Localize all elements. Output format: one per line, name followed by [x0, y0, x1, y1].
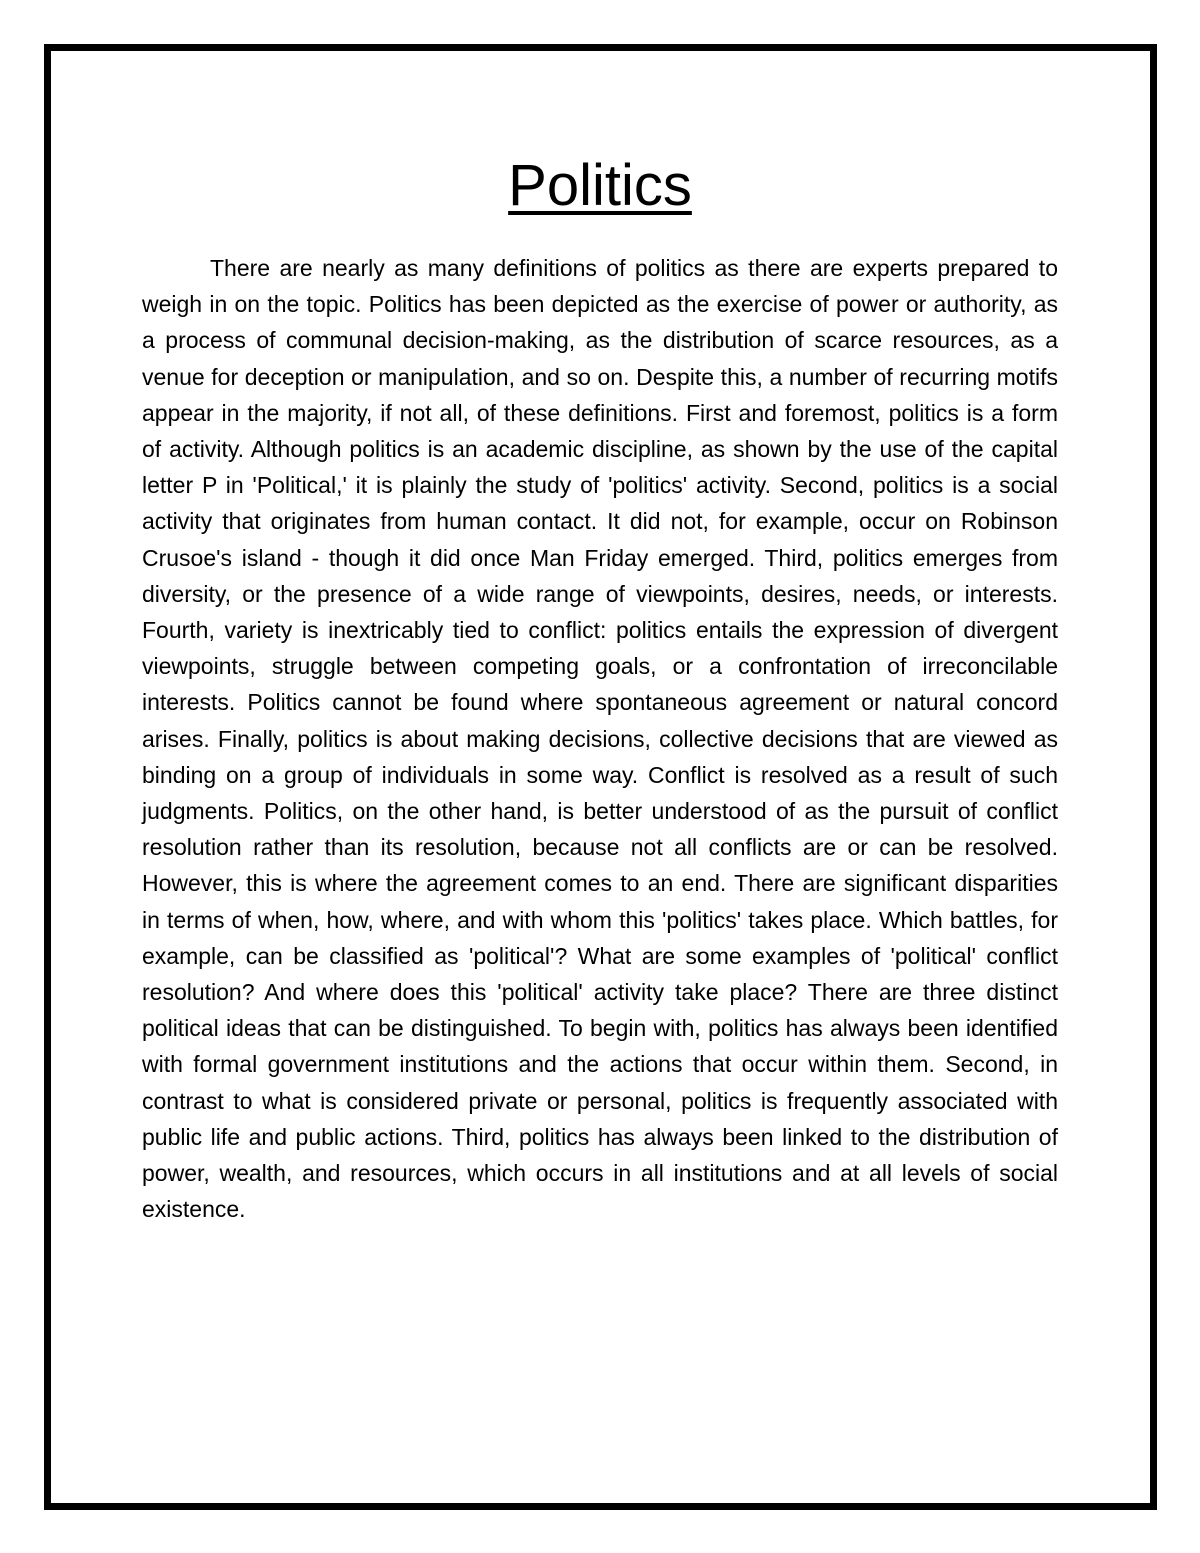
- document-title: Politics: [508, 153, 692, 218]
- document-body-paragraph: There are nearly as many definitions of politics as there are experts prepared to weigh in on the topic. Politics has been depicted as the exercise of power or authority, as a process of communal decision-making, as the distribution of scarce resources, as a venue for deception or manipulation, and so on. Despite this, a number of recurring motifs appear in the majority, if not all, of these definitions. First and foremost, politics is a form of activity. Although politics is an academic discipline, as shown by the use of the capital letter P in 'Political,' it is plainly the study of 'politics' activity. Second, politics is a social activity that originates from human contact. It did not, for example, occur on Robinson Crusoe's island - though it did once Man Friday emerged. Third, politics emerges from diversity, or the presence of a wide range of viewpoints, desires, needs, or interests. Fourth, variety is inextricably tied to conflict: politics entails the expression of divergent viewpoints, struggle between competing goals, or a confrontation of irreconcilable interests. Politics cannot be found where spontaneous agreement or natural concord arises. Finally, politics is about making decisions, collective decisions that are viewed as binding on a group of individuals in some way. Conflict is resolved as a result of such judgments. Politics, on the other hand, is better understood of as the pursuit of conflict resolution rather than its resolution, because not all conflicts are or can be resolved. However, this is where the agreement comes to an end. There are significant disparities in terms of when, how, where, and with whom this 'politics' takes place. Which battles, for example, can be classified as 'political'? What are some examples of 'political' conflict resolution? And where does this 'political' activity take place? There are three distinct political ideas that can be distinguished. To begin with, politics has always been identified with formal government institutions and the actions that occur within them. Second, in contrast to what is considered private or personal, politics is frequently associated with public life and public actions. Third, politics has always been linked to the distribution of power, wealth, and resources, which occurs in all institutions and at all levels of social existence.: [142, 255, 1058, 1223]
